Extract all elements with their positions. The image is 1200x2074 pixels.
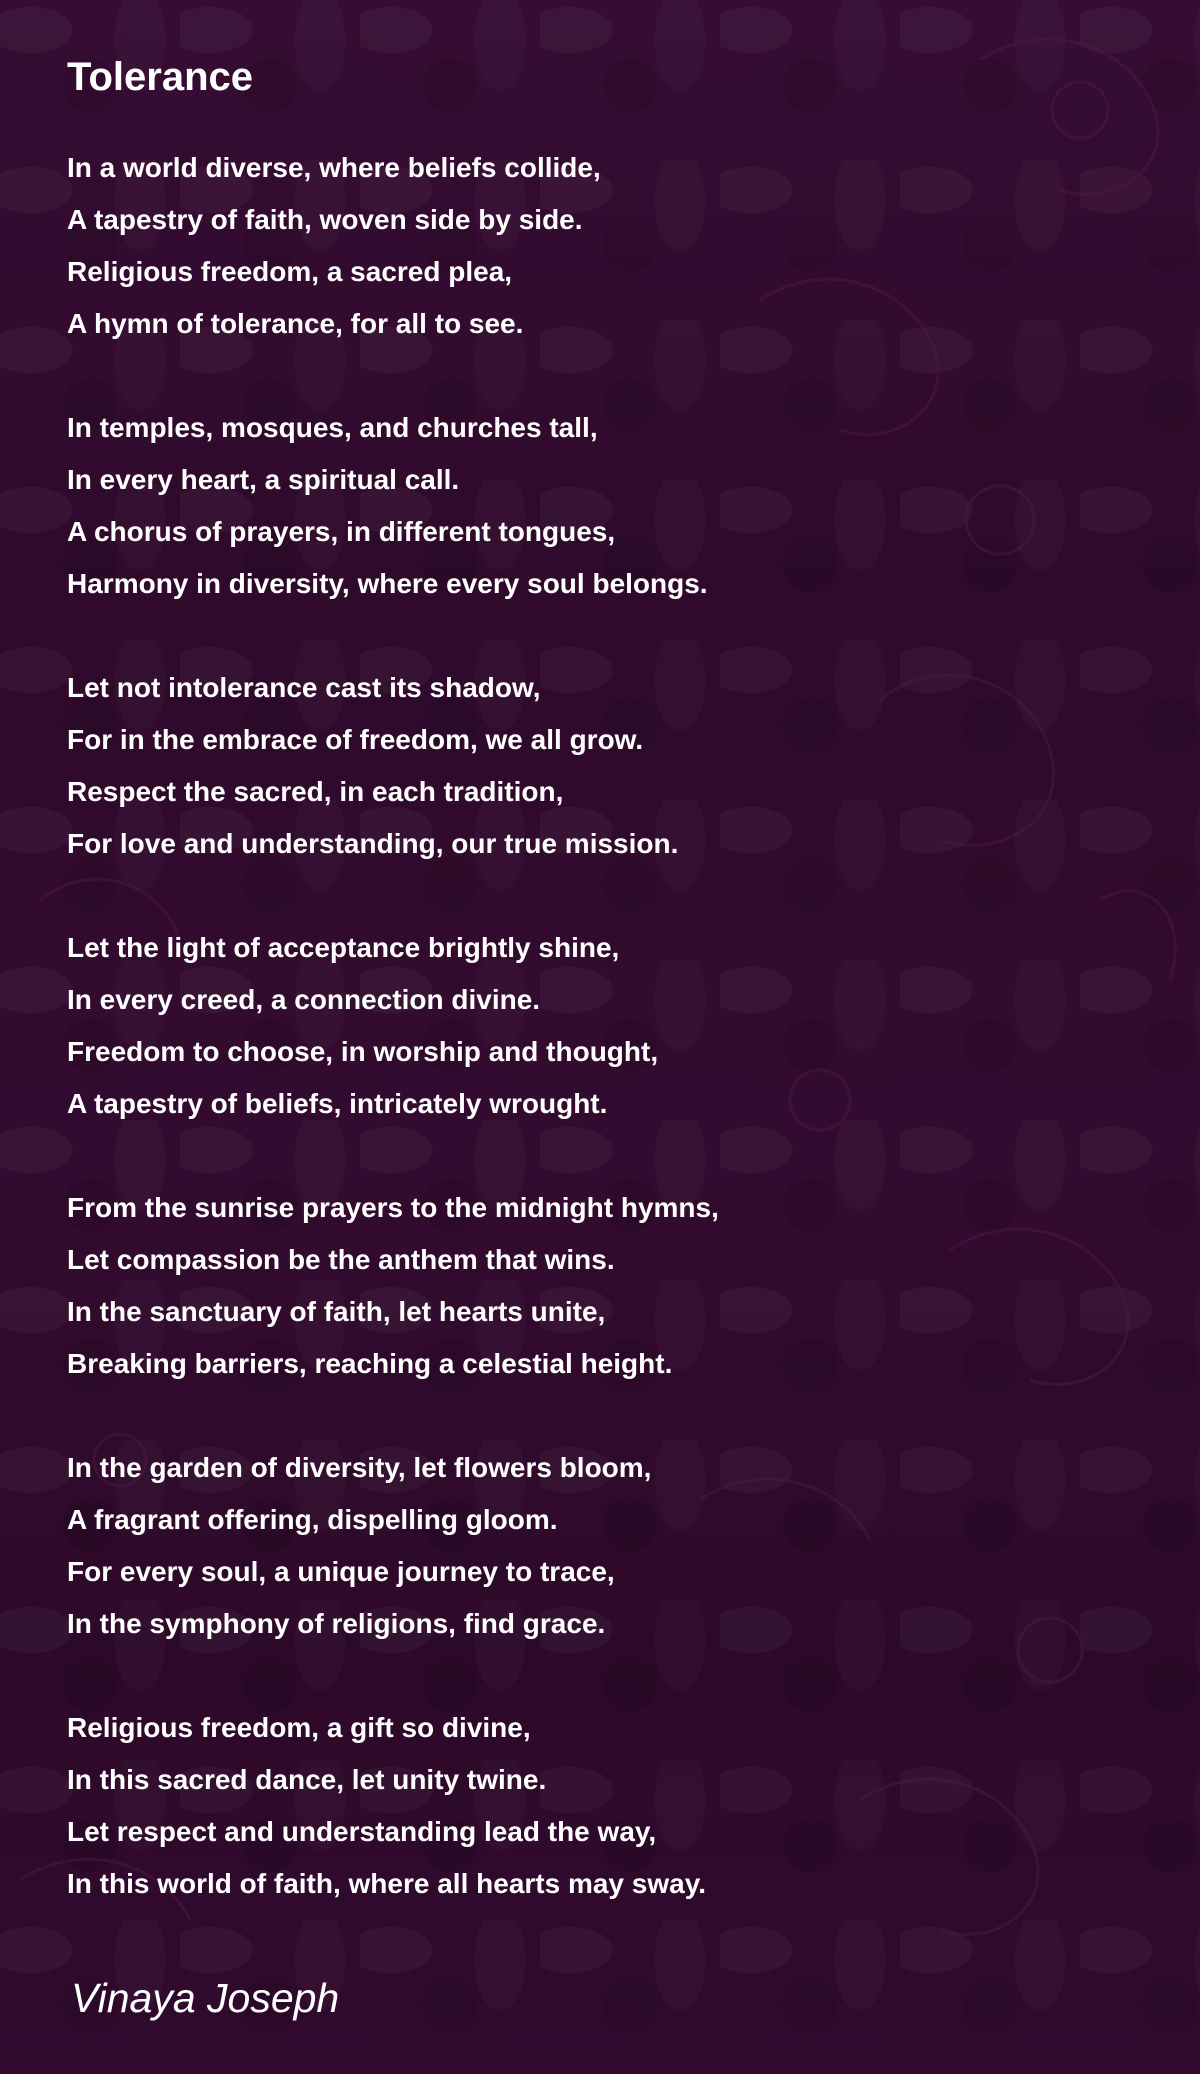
poem-line: Let the light of acceptance brightly shine,: [67, 932, 620, 963]
poem-line: Let compassion be the anthem that wins.: [67, 1244, 615, 1275]
poem-line: In this sacred dance, let unity twine.: [67, 1764, 547, 1795]
poem-line: In the sanctuary of faith, let hearts unite,: [67, 1296, 606, 1327]
poem-line: Respect the sacred, in each tradition,: [67, 776, 564, 807]
poem-line: Let not intolerance cast its shadow,: [67, 672, 541, 703]
poem-title: Tolerance: [67, 55, 253, 99]
poem-line: A hymn of tolerance, for all to see.: [67, 308, 524, 339]
stanza-1: [67, 142, 1147, 350]
poem-author: Vinaya Joseph: [71, 1975, 340, 2021]
poem-line: Freedom to choose, in worship and thought,: [67, 1036, 659, 1067]
stanza-6: [67, 1442, 1147, 1650]
stanza-5: [67, 1182, 1147, 1390]
poem-line: In every creed, a connection divine.: [67, 984, 541, 1015]
poem-line: In every heart, a spiritual call.: [67, 464, 460, 495]
stanza-4: [67, 922, 1147, 1130]
poem-line: In a world diverse, where beliefs collide,: [67, 152, 601, 183]
poem-line: A tapestry of faith, woven side by side.: [67, 204, 583, 235]
poem-body: [67, 52, 1147, 1962]
stanza-7: [67, 1702, 1147, 1910]
poem-line: In the garden of diversity, let flowers bloom,: [67, 1452, 652, 1483]
poem-line: Religious freedom, a sacred plea,: [67, 256, 513, 287]
poem-line: In temples, mosques, and churches tall,: [67, 412, 598, 443]
poem-line: Let respect and understanding lead the way,: [67, 1816, 657, 1847]
poem-line: Harmony in diversity, where every soul belongs.: [67, 568, 708, 599]
poem-line: Religious freedom, a gift so divine,: [67, 1712, 531, 1743]
poem-line: In this world of faith, where all hearts may sway.: [67, 1868, 706, 1899]
poem-line: A tapestry of beliefs, intricately wrought.: [67, 1088, 608, 1119]
stanza-3: [67, 662, 1147, 870]
stanza-2: [67, 402, 1147, 610]
poem-line: For love and understanding, our true mission.: [67, 828, 679, 859]
poem-line: Breaking barriers, reaching a celestial height.: [67, 1348, 673, 1379]
poem-line: In the symphony of religions, find grace.: [67, 1608, 606, 1639]
poem-line: A chorus of prayers, in different tongues,: [67, 516, 616, 547]
poem-line: From the sunrise prayers to the midnight hymns,: [67, 1192, 719, 1223]
poem-line: A fragrant offering, dispelling gloom.: [67, 1504, 558, 1535]
poem-line: For in the embrace of freedom, we all grow.: [67, 724, 644, 755]
poem-line: For every soul, a unique journey to trace,: [67, 1556, 615, 1587]
